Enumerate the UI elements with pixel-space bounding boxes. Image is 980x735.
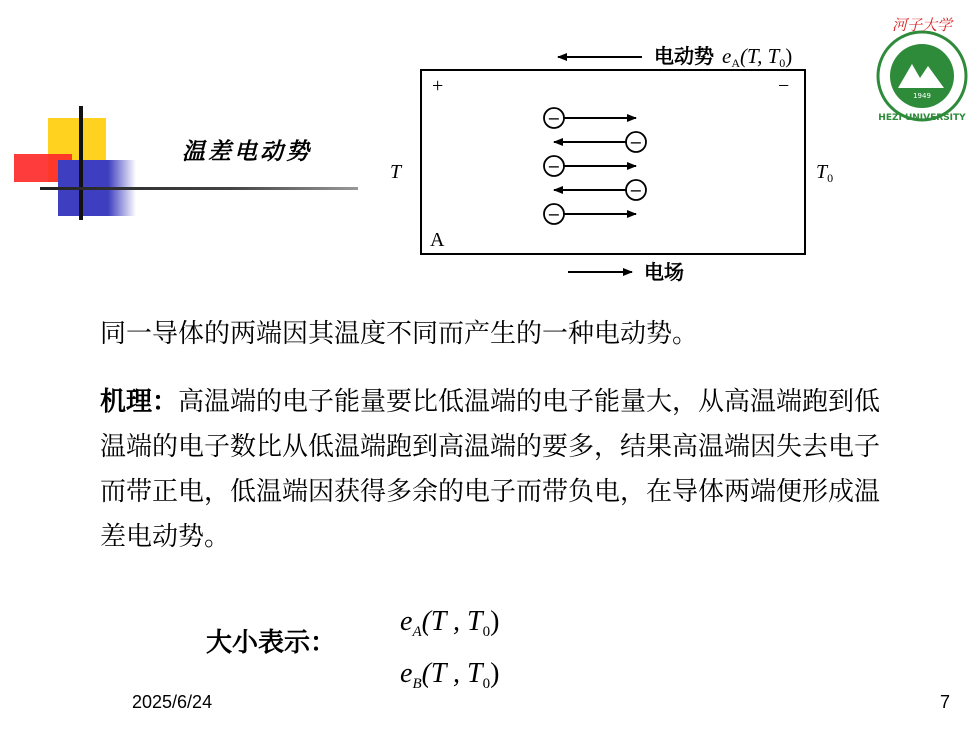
formula-b-args-subscript: 0 [482,676,491,692]
logo-year: 1949 [913,92,931,100]
hot-end-temp: T [390,161,402,183]
field-label: 电场 [644,260,684,284]
conductor-box [421,70,805,254]
formula-b-subscript: B [412,676,422,692]
decor-title-underline [40,187,358,190]
plus-sign: + [432,75,444,97]
definition-text: 同一导体的两端因其温度不同而产生的一种电动势。 [100,319,699,349]
cold-end-temp [816,161,833,185]
formula-b-args: (T , T [421,658,483,689]
decor-vertical-line [79,106,83,220]
emf-args-close: ) [785,44,793,68]
electron-row-3 [544,156,636,176]
emf-formula [722,44,792,70]
emf-subscript: A [731,56,740,70]
electron-row-4 [554,180,646,200]
electron-sign: − [547,205,561,224]
electron-sign: − [547,109,561,128]
university-logo [872,8,972,126]
logo-seal-text: 河子大学 [891,16,953,34]
electron-row-1 [544,108,636,128]
mechanism-text: 高温端的电子能量要比低温端的电子能量大，从高温端跑到低温端的电子数比从低温端跑到高温端的要多，结果高温端因失去电子而带正电，低温端因获得多余的电子而带负电，在导体两端便形成温差电动势。 [100,387,881,552]
logo-arc-text: HEZI UNIVERSITY [878,113,966,123]
formula-a-args-subscript: 0 [482,624,491,640]
mechanism-label: 机理： [100,387,179,417]
emf-label: 电动势 [654,44,714,68]
electron-sign: − [629,133,643,152]
formula-b-close: ) [490,658,500,689]
size-formulas [398,598,538,698]
electron-row-5 [544,204,636,224]
electron-row-2 [554,132,646,152]
slide-heading: 温差电动势 [182,138,312,165]
material-label: A [430,229,445,251]
formula-a-close: ) [490,606,500,637]
emf-args: (T, T [740,44,780,68]
size-label: 大小表示： [206,628,337,658]
formula-a-subscript: A [412,624,422,640]
electron-sign: − [547,157,561,176]
cold-temp-subscript: 0 [827,171,834,185]
thermoelectric-diagram [360,10,872,300]
page-number: 7 [940,692,951,712]
formula-a [400,606,499,640]
emf-symbol: e [722,44,732,68]
electron-sign: − [629,181,643,200]
formula-b [400,658,499,692]
mechanism-paragraph [100,380,900,560]
formula-a-symbol: e [400,606,413,637]
cold-temp-symbol: T [816,161,828,183]
formula-b-symbol: e [400,658,413,689]
emf-args-subscript: 0 [779,56,786,70]
footer-date: 2025/6/24 [132,692,213,712]
minus-sign: − [778,75,790,97]
formula-a-args: (T , T [421,606,483,637]
